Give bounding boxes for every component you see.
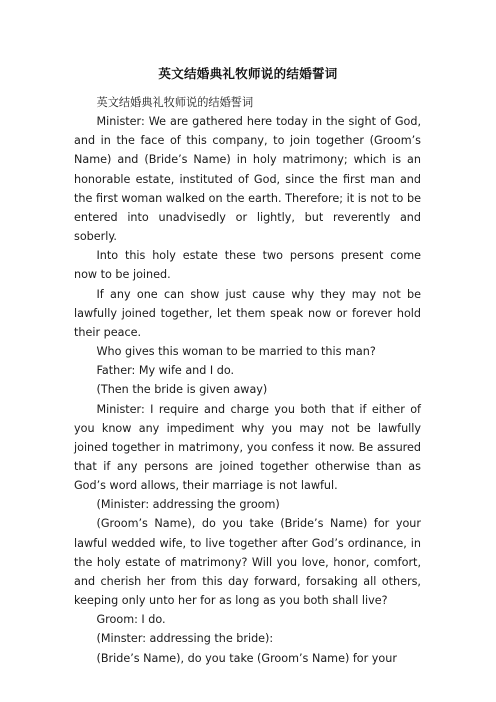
- page-title: 英文结婚典礼牧师说的结婚誓词: [158, 66, 338, 81]
- paragraph: Minister: I require and charge you both that if either of you know any impediment why you may not be lawfully joined together in matrimony, you confess it now. Be assured that if any persons are joined together otherwise than as God’s word allows, their marriage is not lawful.: [74, 402, 421, 493]
- paragraph: (Bride’s Name), do you take (Groom’s Name) for your: [96, 651, 397, 665]
- subtitle-paragraph: 英文结婚典礼牧师说的结婚誓词: [96, 96, 254, 109]
- paragraph: Groom: I do.: [96, 613, 166, 627]
- paragraph: Father: My wife and I do.: [96, 364, 235, 378]
- paragraph: (Groom’s Name), do you take (Bride’s Name) for your lawful wedded wife, to live together after God’s ordinance, in the holy estate of matrimony? Will you love, honor, comfort, and cherish her from this day forward, forsaking all others, keeping only unto her for as long as you both shall live?: [74, 517, 421, 608]
- paragraph: Who gives this woman to be married to this man?: [96, 345, 376, 359]
- document-body: [74, 93, 421, 668]
- paragraph: Into this holy estate these two persons present come now to be joined.: [74, 249, 421, 282]
- paragraph: If any one can show just cause why they may not be lawfully joined together, let them speak now or forever hold their peace.: [74, 287, 421, 339]
- paragraph: (Minster: addressing the bride):: [96, 632, 274, 646]
- paragraph: (Then the bride is given away): [96, 383, 268, 397]
- paragraph: (Minister: addressing the groom): [96, 498, 280, 512]
- paragraph: Minister: We are gathered here today in the sight of God, and in the face of this company, to join together (Groom’s Name) and (Bride’s Name) in holy matrimony; which is an honorable estate, instituted of God, since the first man and the first woman walked on the earth. Therefore; it is not to be entered into unadvisedly or lightly, but reverently and soberly.: [74, 115, 421, 244]
